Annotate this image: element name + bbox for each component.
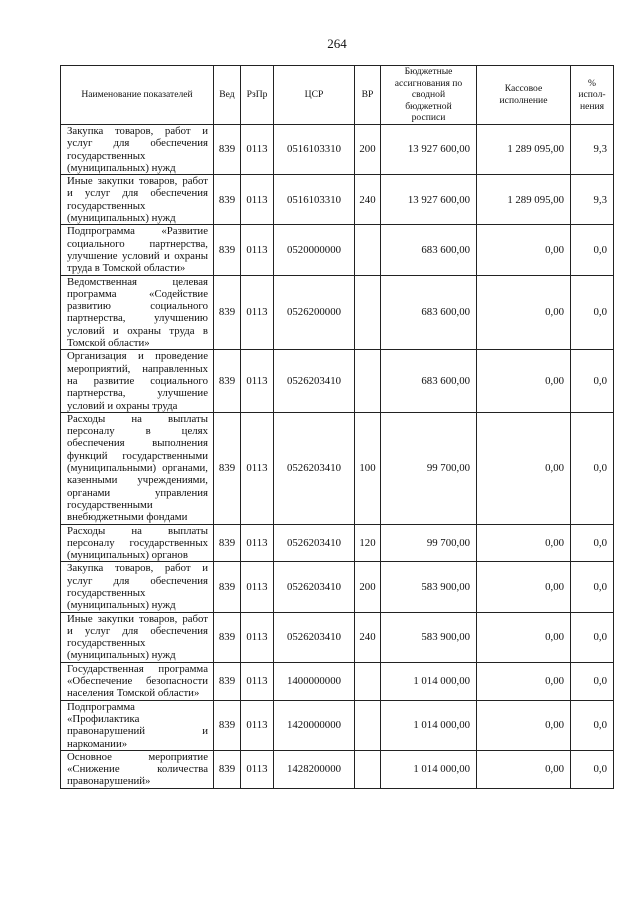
cell-name: Ведомственная целевая программа «Содействие развитию социального партнерства, улучшению условий и охраны труда в Томской области» — [61, 276, 214, 351]
cell-vr: 200 — [355, 125, 381, 175]
table-row — [61, 350, 614, 412]
cell-name: Расходы на выплаты персоналу в целях обеспечения выполнения функций государственными (муниципальными) органами, казенными учреждениями, органами управления государственными внебюджетными фондами — [61, 413, 214, 525]
cell-ved: 839 — [214, 663, 241, 701]
cell-vr: 240 — [355, 175, 381, 225]
cell-vr — [355, 225, 381, 275]
cell-budget: 99 700,00 — [381, 413, 477, 525]
cell-ved: 839 — [214, 562, 241, 612]
cell-ved: 839 — [214, 613, 241, 663]
cell-budget: 1 014 000,00 — [381, 663, 477, 701]
cell-vr — [355, 276, 381, 351]
header-ved: Вед — [214, 66, 241, 125]
table-row — [61, 413, 614, 525]
cell-vr — [355, 350, 381, 412]
cell-ved: 839 — [214, 175, 241, 225]
cell-csr: 0520000000 — [274, 225, 355, 275]
cell-cash: 0,00 — [477, 751, 571, 789]
table-row — [61, 175, 614, 225]
cell-cash: 0,00 — [477, 701, 571, 751]
cell-csr: 0526203410 — [274, 350, 355, 412]
cell-percent: 0,0 — [571, 613, 614, 663]
cell-rzpr: 0113 — [241, 276, 274, 351]
cell-rzpr: 0113 — [241, 225, 274, 275]
cell-cash: 0,00 — [477, 525, 571, 563]
cell-name: Государственная программа «Обеспечение безопасности населения Томской области» — [61, 663, 214, 701]
cell-budget: 683 600,00 — [381, 276, 477, 351]
cell-name: Иные закупки товаров, работ и услуг для обеспечения государственных (муниципальных) нужд — [61, 175, 214, 225]
table-row — [61, 125, 614, 175]
cell-percent: 0,0 — [571, 701, 614, 751]
header-percent: % испол- нения — [571, 66, 614, 125]
cell-percent: 9,3 — [571, 175, 614, 225]
cell-vr — [355, 751, 381, 789]
cell-ved: 839 — [214, 751, 241, 789]
cell-csr: 0526203410 — [274, 525, 355, 563]
cell-budget: 13 927 600,00 — [381, 175, 477, 225]
table-row — [61, 525, 614, 563]
cell-rzpr: 0113 — [241, 525, 274, 563]
cell-ved: 839 — [214, 350, 241, 412]
cell-budget: 1 014 000,00 — [381, 751, 477, 789]
cell-vr — [355, 701, 381, 751]
cell-ved: 839 — [214, 225, 241, 275]
cell-budget: 683 600,00 — [381, 350, 477, 412]
cell-ved: 839 — [214, 701, 241, 751]
cell-percent: 0,0 — [571, 663, 614, 701]
header-csr: ЦСР — [274, 66, 355, 125]
table-body — [61, 125, 614, 789]
table-row — [61, 663, 614, 701]
cell-percent: 0,0 — [571, 276, 614, 351]
cell-rzpr: 0113 — [241, 663, 274, 701]
cell-cash: 0,00 — [477, 413, 571, 525]
cell-ved: 839 — [214, 276, 241, 351]
cell-csr: 1428200000 — [274, 751, 355, 789]
cell-cash: 1 289 095,00 — [477, 125, 571, 175]
budget-table — [60, 65, 614, 789]
table-row — [61, 562, 614, 612]
header-budget: Бюджетные ассигнования по сводной бюджетной росписи — [381, 66, 477, 125]
cell-rzpr: 0113 — [241, 613, 274, 663]
cell-budget: 583 900,00 — [381, 562, 477, 612]
cell-percent: 0,0 — [571, 350, 614, 412]
cell-name: Основное мероприятие «Снижение количества правонарушений» — [61, 751, 214, 789]
cell-rzpr: 0113 — [241, 701, 274, 751]
header-rzpr: РзПр — [241, 66, 274, 125]
cell-vr: 200 — [355, 562, 381, 612]
cell-cash: 1 289 095,00 — [477, 175, 571, 225]
cell-csr: 0516103310 — [274, 175, 355, 225]
cell-percent: 0,0 — [571, 562, 614, 612]
cell-budget: 99 700,00 — [381, 525, 477, 563]
cell-vr — [355, 663, 381, 701]
cell-budget: 583 900,00 — [381, 613, 477, 663]
cell-rzpr: 0113 — [241, 350, 274, 412]
cell-name: Иные закупки товаров, работ и услуг для обеспечения государственных (муниципальных) нужд — [61, 613, 214, 663]
header-name: Наименование показателей — [61, 66, 214, 125]
cell-vr: 240 — [355, 613, 381, 663]
cell-ved: 839 — [214, 413, 241, 525]
cell-name: Подпрограмма «Профилактика правонарушений и наркомании» — [61, 701, 214, 751]
table-row — [61, 613, 614, 663]
cell-percent: 9,3 — [571, 125, 614, 175]
cell-csr: 0526203410 — [274, 562, 355, 612]
cell-csr: 0516103310 — [274, 125, 355, 175]
cell-rzpr: 0113 — [241, 562, 274, 612]
header-cash: Кассовое исполнение — [477, 66, 571, 125]
cell-budget: 1 014 000,00 — [381, 701, 477, 751]
cell-cash: 0,00 — [477, 613, 571, 663]
cell-budget: 13 927 600,00 — [381, 125, 477, 175]
page-number: 264 — [327, 36, 347, 51]
cell-rzpr: 0113 — [241, 175, 274, 225]
cell-cash: 0,00 — [477, 276, 571, 351]
cell-ved: 839 — [214, 125, 241, 175]
cell-rzpr: 0113 — [241, 413, 274, 525]
cell-vr: 120 — [355, 525, 381, 563]
cell-percent: 0,0 — [571, 525, 614, 563]
cell-vr: 100 — [355, 413, 381, 525]
cell-name: Расходы на выплаты персоналу государственных (муниципальных) органов — [61, 525, 214, 563]
table-row — [61, 225, 614, 275]
cell-csr: 1400000000 — [274, 663, 355, 701]
cell-name: Закупка товаров, работ и услуг для обеспечения государственных (муниципальных) нужд — [61, 125, 214, 175]
cell-csr: 1420000000 — [274, 701, 355, 751]
cell-csr: 0526203410 — [274, 613, 355, 663]
cell-percent: 0,0 — [571, 413, 614, 525]
cell-csr: 0526200000 — [274, 276, 355, 351]
cell-cash: 0,00 — [477, 663, 571, 701]
table-row — [61, 701, 614, 751]
cell-csr: 0526203410 — [274, 413, 355, 525]
cell-rzpr: 0113 — [241, 751, 274, 789]
cell-name: Подпрограмма «Развитие социального партнерства, улучшение условий и охраны труда в Томской области» — [61, 225, 214, 275]
cell-rzpr: 0113 — [241, 125, 274, 175]
cell-name: Организация и проведение мероприятий, направленных на развитие социального партнерства, улучшение условий и охраны труда — [61, 350, 214, 412]
table-row — [61, 276, 614, 351]
cell-cash: 0,00 — [477, 562, 571, 612]
cell-percent: 0,0 — [571, 751, 614, 789]
table-header-row — [61, 66, 614, 125]
cell-ved: 839 — [214, 525, 241, 563]
table-row — [61, 751, 614, 789]
cell-name: Закупка товаров, работ и услуг для обеспечения государственных (муниципальных) нужд — [61, 562, 214, 612]
header-vr: ВР — [355, 66, 381, 125]
cell-cash: 0,00 — [477, 350, 571, 412]
cell-budget: 683 600,00 — [381, 225, 477, 275]
cell-percent: 0,0 — [571, 225, 614, 275]
cell-cash: 0,00 — [477, 225, 571, 275]
